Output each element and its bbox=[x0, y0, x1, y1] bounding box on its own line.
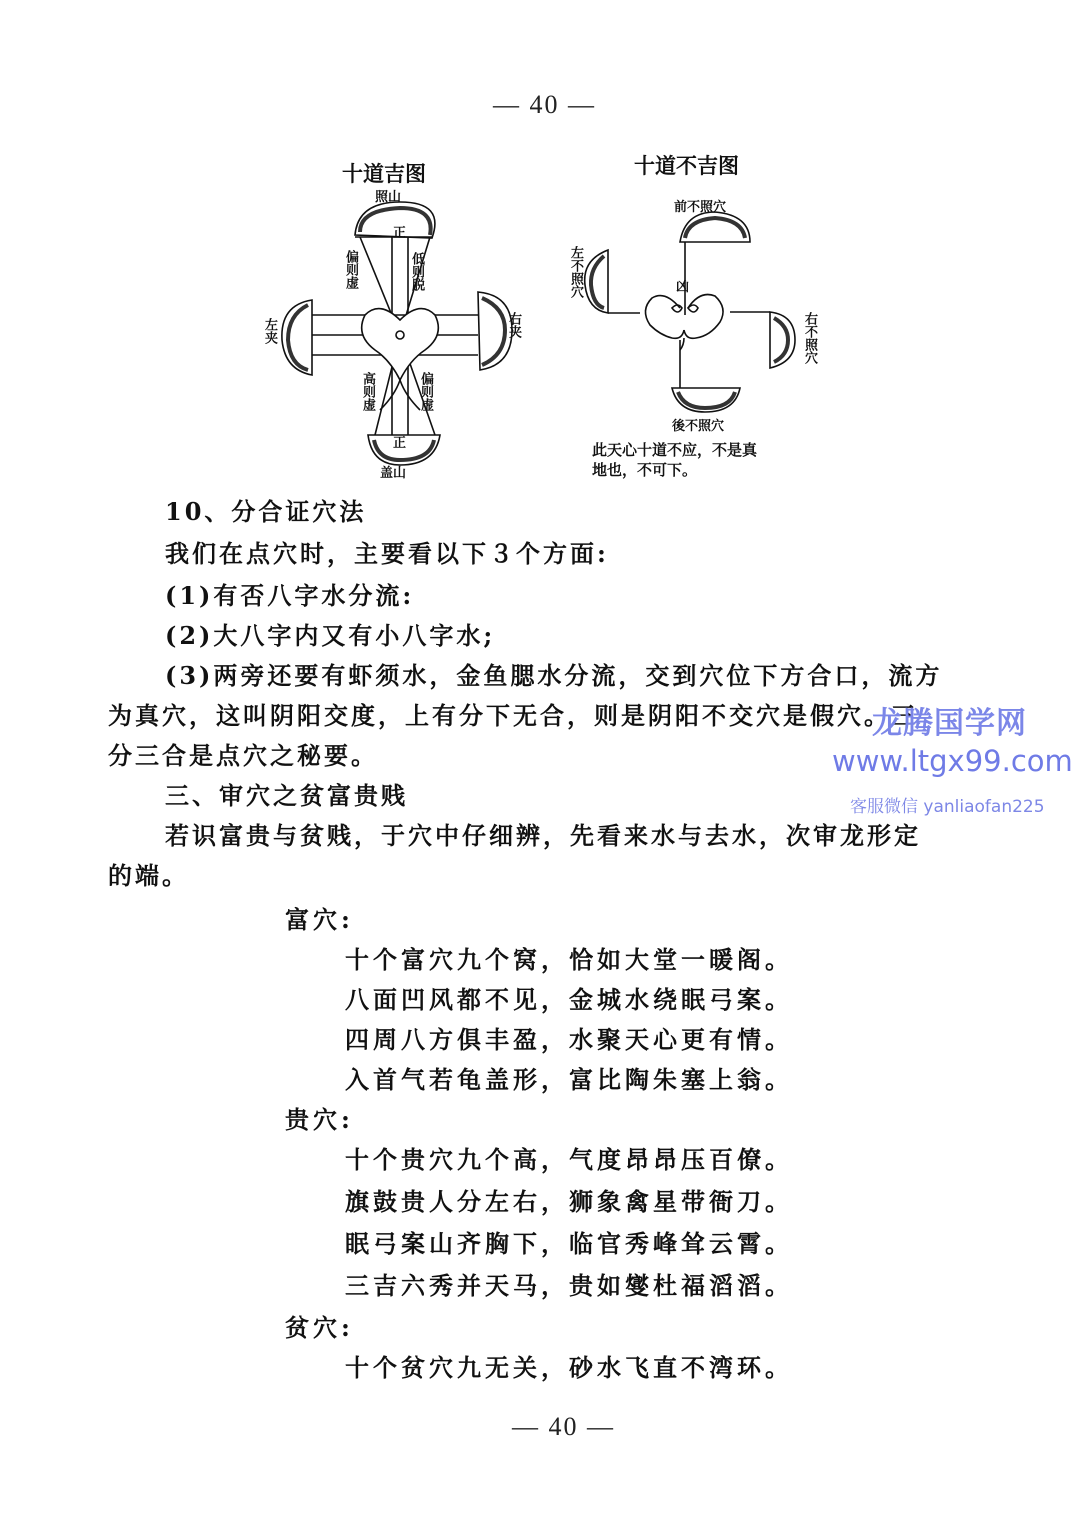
figure-left-title: 十道吉图 bbox=[342, 162, 426, 186]
label-upper-left: 偏则虚 bbox=[343, 250, 358, 289]
label-top-center: 正 bbox=[393, 226, 407, 241]
label-front-not-shining: 前不照穴 bbox=[674, 200, 727, 215]
watermark-brand: 龙腾国学网 bbox=[872, 706, 1027, 741]
watermark-url: www.ltgx99.com bbox=[832, 744, 1073, 778]
paragraph-line-2a: 若识富贵与贫贱，于穴中仔细辨，先看来水与去水，次审龙形定 bbox=[165, 821, 921, 850]
poem-label-rich: 富穴: bbox=[285, 905, 354, 934]
label-upper-right: 低则脱 bbox=[409, 252, 424, 291]
label-left-not-shining: 左不照穴 bbox=[568, 246, 583, 298]
watermark-contact: 客服微信 yanliaofan225 bbox=[850, 797, 1045, 817]
list-item-3-line-3: 分三合是点穴之秘要。 bbox=[108, 741, 378, 770]
label-right-clamp: 右夹 bbox=[506, 312, 521, 338]
list-item-1: (1)有否八字水分流: bbox=[165, 581, 415, 610]
poem-line: 旗鼓贵人分左右，狮象禽星带衙刀。 bbox=[345, 1187, 793, 1216]
figure-right-diagram bbox=[560, 190, 820, 430]
label-lower-right: 偏则虚 bbox=[418, 372, 433, 411]
poem-line: 眠弓案山齐胸下，临官秀峰耸云霄。 bbox=[345, 1229, 793, 1258]
page-number-bottom: — 40 — bbox=[512, 1412, 615, 1441]
figure-right-caption-1: 此天心十道不应，不是真 bbox=[592, 441, 758, 459]
list-item-3-line-2: 为真穴，这叫阴阳交度，上有分下无合，则是阴阳不交穴是假穴。三 bbox=[108, 701, 918, 730]
section-heading-10: 10、分合证穴法 bbox=[165, 497, 367, 526]
poem-line: 八面凹风都不见，金城水绕眠弓案。 bbox=[345, 985, 793, 1014]
paragraph-line-2b: 的端。 bbox=[108, 861, 189, 890]
paragraph-line: 我们在点穴时，主要看以下３个方面: bbox=[165, 539, 609, 568]
list-item-2: (2)大八字内又有小八字水; bbox=[165, 621, 496, 650]
poem-line: 三吉六秀并天马，贵如燮杜福滔滔。 bbox=[345, 1271, 793, 1300]
poem-line: 十个富穴九个窝，恰如大堂一暖阁。 bbox=[345, 945, 793, 974]
list-item-3-line-1: (3)两旁还要有虾须水，金鱼腮水分流，交到穴位下方合口，流方 bbox=[165, 661, 943, 690]
label-left-clamp: 左夹 bbox=[262, 318, 277, 344]
label-back-not-shining: 後不照穴 bbox=[672, 419, 725, 434]
poem-line: 十个贫穴九无关，砂水飞直不湾环。 bbox=[345, 1353, 793, 1382]
poem-line: 十个贵穴九个高，气度昂昂压百僚。 bbox=[345, 1145, 793, 1174]
poem-line: 四周八方俱丰盈，水聚天心更有情。 bbox=[345, 1025, 793, 1054]
poem-label-noble: 贵穴: bbox=[285, 1105, 354, 1134]
label-bottom-mountain: 盖山 bbox=[380, 466, 407, 481]
label-right-not-shining: 右不照穴 bbox=[802, 312, 817, 364]
label-lower-left: 高则虚 bbox=[360, 372, 375, 411]
label-center-ominous: 凶 bbox=[676, 280, 690, 295]
poem-line: 入首气若龟盖形，富比陶朱塞上翁。 bbox=[345, 1065, 793, 1094]
label-bottom-center: 正 bbox=[393, 436, 407, 451]
figure-right-title: 十道不吉图 bbox=[634, 154, 739, 178]
poem-label-poor: 贫穴: bbox=[285, 1313, 354, 1342]
section-heading-3: 三、审穴之贫富贵贱 bbox=[165, 781, 408, 810]
label-top-mountain: 照山 bbox=[375, 190, 402, 205]
page-number-top: — 40 — bbox=[493, 90, 596, 119]
figure-right-caption-2: 地也，不可下。 bbox=[592, 461, 698, 479]
